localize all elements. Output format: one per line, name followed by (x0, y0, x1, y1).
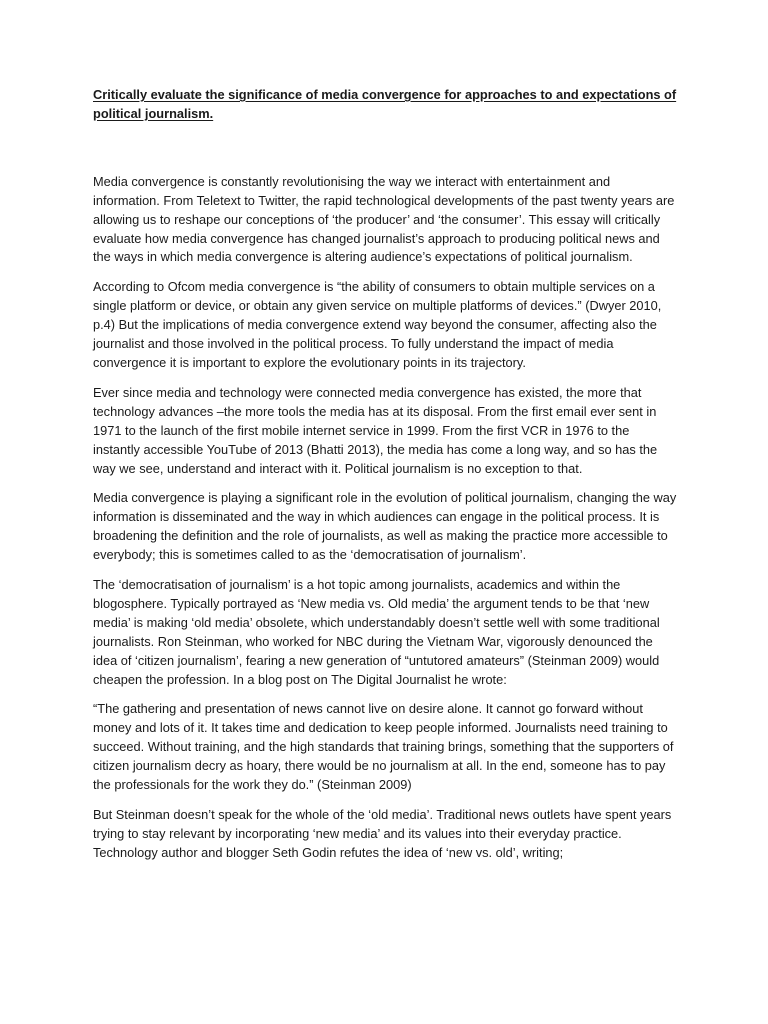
paragraph-evolution: Ever since media and technology were connected media convergence has existed, the more that technology advances –the more tools the media has at its disposal. From the first email ever sent in 1971 to the launch of the first mobile internet service in 1999. From the first VCR in 1976 to the instantly accessible YouTube of 2013 (Bhatti 2013), the media has come a long way, and so has the way we see, understand and interact with it. Political journalism is no exception to that. (93, 384, 658, 476)
paragraph-old-media: But Steinman doesn’t speak for the whole of the ‘old media’. Traditional news outlets have spent years trying to stay relevant by incorporating ‘new media’ and its values into their everyday practice. Technology author and blogger Seth Godin refutes the idea of ‘new vs. old’, writing; (93, 807, 672, 860)
paragraph-democratisation: The ‘democratisation of journalism’ is a hot topic among journalists, academics and within the blogosphere. Typically portrayed as ‘New media vs. Old media’ the argument tends to be that ‘new media’ is making ‘old media’ obsolete, which understandably doesn’t settle well with some traditional journalists. Ron Steinman, who worked for NBC during the Vietnam War, vigorously denounced the idea of ‘citizen journalism’, fearing a new generation of “untutored amateurs” (Steinman 2009) would cheapen the profession. In a blog post on The Digital Journalist he wrote: (93, 577, 660, 687)
paragraph-political-journalism: Media convergence is playing a significant role in the evolution of political journalism, changing the way information is disseminated and the way in which audiences can engage in the political process. It is broadening the definition and the role of journalists, as well as making the practice more accessible to everybody; this is sometimes called to as the ‘democratisation of journalism’. (93, 490, 677, 563)
paragraph-ofcom-definition: According to Ofcom media convergence is “the ability of consumers to obtain multiple services on a single platform or device, or obtain any given service on multiple platforms of devices.” (Dwyer 2010, p.4) But the implications of media convergence extend way beyond the consumer, affecting also the journalist and those involved in the political process. To fully understand the impact of media convergence it is important to explore the evolutionary points in its trajectory. (93, 279, 662, 370)
paragraph-intro: Media convergence is constantly revolutionising the way we interact with entertainment and information. From Teletext to Twitter, the rapid technological developments of the past twenty years are allowing us to reshape our conceptions of ‘the producer’ and ‘the consumer’. This essay will critically evaluate how media convergence has changed journalist’s approach to producing political news and the ways in which media convergence is altering audience’s expectations of political journalism. (93, 173, 675, 265)
document-page (93, 86, 679, 874)
essay-title: Critically evaluate the significance of media convergence for approaches to and expectations of political journalism. (93, 87, 677, 121)
paragraph-steinman-quote: “The gathering and presentation of news cannot live on desire alone. It cannot go forward without money and lots of it. It takes time and dedication to keep people informed. Journalists need training to succeed. Without training, and the high standards that training brings, something that the supporters of citizen journalism decry as hoary, there would be no journalism at all. In the end, someone has to pay the professionals for the work they do.” (Steinman 2009) (93, 701, 674, 793)
